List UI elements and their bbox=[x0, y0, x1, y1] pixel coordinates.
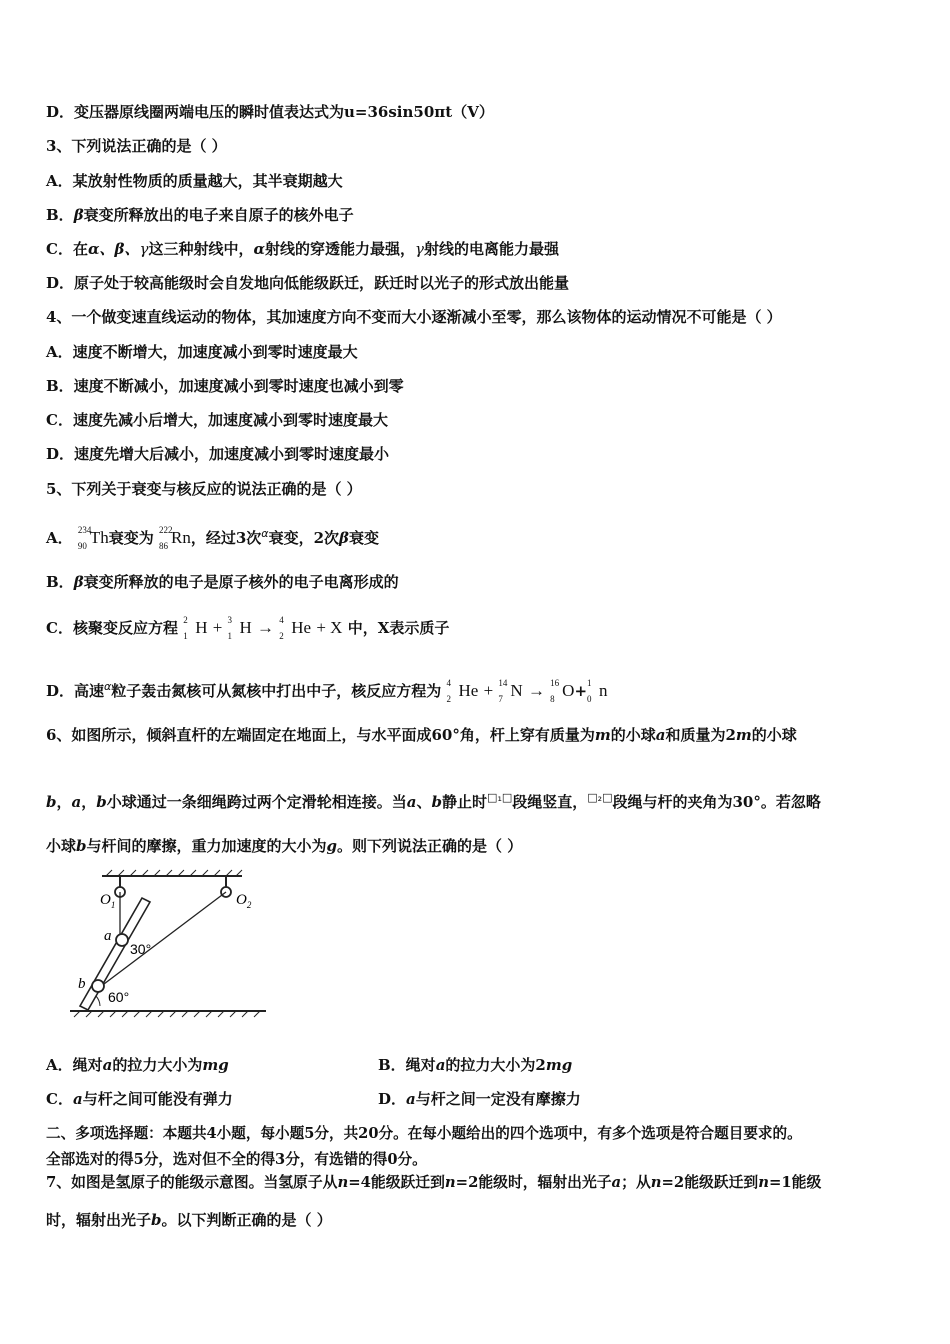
element: n bbox=[599, 681, 608, 700]
section2-instructions: 全部选对的得5分，选对但不全的得3分，有选错的得0分。 bbox=[46, 1151, 427, 1168]
var-a: a bbox=[655, 726, 666, 744]
atomic-number: 1 bbox=[183, 631, 188, 641]
alpha-symbol: α bbox=[253, 240, 265, 258]
q3-option-b bbox=[46, 205, 354, 225]
text: 时，辐射出光子 bbox=[46, 1211, 152, 1229]
text: C．在 bbox=[46, 240, 88, 258]
element: H bbox=[195, 618, 208, 637]
q6-option-c bbox=[46, 1089, 233, 1109]
atomic-number: 8 bbox=[550, 694, 555, 704]
q4-option-a: A．速度不断增大，加速度减小到零时速度最大 bbox=[46, 343, 358, 361]
atomic-number: 0 bbox=[587, 694, 592, 704]
text: 这三种射线中， bbox=[148, 240, 254, 258]
var-n: n bbox=[337, 1174, 349, 1191]
text: 小球通过一条细绳跨过两个定滑轮相连接。当 bbox=[106, 793, 407, 811]
text: 。则下列说法正确的是（ ） bbox=[337, 837, 523, 855]
text: 衰变 bbox=[348, 529, 379, 547]
text: ， bbox=[56, 793, 72, 811]
var-m: m bbox=[735, 726, 752, 744]
mass-number: 234 bbox=[77, 525, 92, 535]
beta-symbol: β bbox=[339, 529, 349, 547]
var-b: b bbox=[431, 793, 443, 811]
nuclide-he4 bbox=[279, 615, 312, 641]
text: =2能级跃迁到 bbox=[661, 1174, 759, 1191]
element: He bbox=[458, 681, 479, 700]
text: 静止时 bbox=[442, 793, 488, 811]
text: 射线的穿透能力最强， bbox=[265, 240, 416, 258]
q6-line2 bbox=[46, 788, 821, 812]
var-a: a bbox=[72, 1090, 83, 1108]
q3-option-c bbox=[46, 239, 559, 259]
mass-number: 1 bbox=[587, 678, 592, 688]
element: N bbox=[510, 681, 523, 700]
element: Rn bbox=[171, 528, 191, 547]
text: 小球 bbox=[46, 837, 77, 855]
nuclide-n14 bbox=[498, 678, 523, 704]
element: He bbox=[291, 618, 312, 637]
text: 和质量为2 bbox=[665, 726, 736, 744]
var-a: a bbox=[406, 793, 417, 811]
label-o2: $O_2$ bbox=[236, 892, 252, 910]
text: 7、如图是氢原子的能级示意图。当氢原子从 bbox=[46, 1174, 338, 1191]
q6-option-d bbox=[378, 1089, 581, 1109]
q5-option-a bbox=[46, 524, 379, 551]
text: =1能级 bbox=[768, 1174, 822, 1191]
alpha-symbol: α bbox=[104, 680, 112, 693]
var-b: b bbox=[151, 1211, 162, 1229]
mass-number: 14 bbox=[498, 678, 508, 688]
value: mg bbox=[202, 1056, 229, 1074]
beta-symbol: β bbox=[73, 206, 84, 224]
text: C．核聚变反应方程 bbox=[46, 619, 178, 637]
angle-60: 60° bbox=[108, 989, 130, 1005]
plus-sign: + bbox=[574, 682, 588, 700]
q5-option-c bbox=[46, 615, 450, 641]
atomic-number: 2 bbox=[279, 631, 284, 641]
text: D．高速 bbox=[46, 682, 105, 700]
atomic-number: 90 bbox=[77, 541, 87, 551]
text: 中，X表示质子 bbox=[347, 619, 450, 637]
var-a: a bbox=[611, 1174, 622, 1191]
atomic-number: 7 bbox=[498, 694, 503, 704]
x-term: + X bbox=[316, 618, 343, 637]
atomic-number: 2 bbox=[446, 694, 452, 704]
text: B． bbox=[46, 573, 74, 591]
o2-glyph: □₂□ bbox=[587, 791, 613, 804]
text: 的小球 bbox=[751, 726, 797, 744]
label-o1: $O_1$ bbox=[100, 892, 116, 910]
value: mg bbox=[545, 1056, 573, 1074]
var-n: n bbox=[758, 1174, 769, 1191]
q6-line1 bbox=[46, 725, 797, 745]
ball-b bbox=[92, 980, 104, 992]
text: 与杆间的摩擦，重力加速度的大小为 bbox=[86, 837, 327, 855]
q5-option-b bbox=[46, 572, 399, 592]
q3-option-a: A．某放射性物质的质量越大，其半衰期越大 bbox=[46, 172, 343, 190]
nuclide-o16 bbox=[550, 678, 575, 704]
text: 与杆之间一定没有摩擦力 bbox=[415, 1090, 581, 1108]
mass-number: 222 bbox=[159, 525, 173, 535]
q4-option-d: D．速度先增大后减小，加速度减小到零时速度最小 bbox=[46, 445, 390, 463]
element: O bbox=[562, 681, 575, 700]
angle-30: 30° bbox=[130, 941, 152, 957]
section2-heading: 二、多项选择题：本题共4小题，每小题5分，共20分。在每小题给出的四个选项中，有多个选项是符合题目要求的。 bbox=[46, 1125, 802, 1142]
text: B．绳对 bbox=[378, 1056, 436, 1074]
text: 射线的电离能力最强 bbox=[423, 240, 559, 258]
text: A． bbox=[46, 529, 73, 547]
var-n: n bbox=[650, 1174, 662, 1191]
text: 的小球 bbox=[610, 726, 656, 744]
text: A．绳对 bbox=[46, 1056, 103, 1074]
nuclide-th bbox=[77, 525, 109, 551]
label-a: a bbox=[104, 928, 112, 944]
q6-line3 bbox=[46, 836, 522, 856]
nuclide-h2 bbox=[183, 615, 208, 641]
var-a: a bbox=[102, 1056, 113, 1074]
text: 段绳竖直， bbox=[512, 793, 588, 811]
text: 衰变所释放出的电子来自原子的核外电子 bbox=[83, 206, 354, 224]
q7-line2 bbox=[46, 1210, 332, 1230]
var-b: b bbox=[96, 793, 107, 811]
text: ；从 bbox=[621, 1174, 651, 1191]
plus-sign: + bbox=[483, 681, 494, 700]
var-n: n bbox=[444, 1174, 456, 1191]
text: 、 bbox=[416, 793, 432, 811]
element: Th bbox=[89, 528, 109, 547]
ball-a bbox=[116, 934, 128, 946]
text: 衰变所释放的电子是原子核外的电子电离形成的 bbox=[83, 573, 399, 591]
text: =4能级跃迁到 bbox=[348, 1174, 445, 1191]
text: ，经过3次 bbox=[190, 529, 262, 547]
var-g: g bbox=[326, 837, 338, 855]
text: 衰变，2次 bbox=[268, 529, 339, 547]
q4-option-b: B．速度不断减小，加速度减小到零时速度也减小到零 bbox=[46, 377, 404, 395]
angle-arc bbox=[96, 996, 100, 1006]
q5-stem: 5、下列关于衰变与核反应的说法正确的是（ ） bbox=[46, 480, 362, 498]
text: D． bbox=[378, 1090, 407, 1108]
text: C． bbox=[46, 1090, 73, 1108]
mass-number: 3 bbox=[227, 615, 233, 625]
q5-option-d bbox=[46, 677, 608, 704]
var-a: a bbox=[406, 1090, 416, 1108]
nuclide-n1 bbox=[587, 678, 608, 704]
q4-option-c: C．速度先减小后增大，加速度减小到零时速度最大 bbox=[46, 411, 388, 429]
nuclide-h3 bbox=[227, 615, 252, 641]
q6-option-a bbox=[46, 1055, 229, 1075]
q3-stem: 3、下列说法正确的是（ ） bbox=[46, 137, 227, 155]
gamma-symbol: γ bbox=[415, 240, 424, 258]
q3-option-d: D．原子处于较高能级时会自发地向低能级跃迁，跃迁时以光子的形式放出能量 bbox=[46, 274, 570, 292]
gamma-symbol: γ bbox=[139, 240, 149, 258]
text: 段绳与杆的夹角为30°。若忽略 bbox=[612, 793, 821, 811]
mass-number: 2 bbox=[183, 615, 188, 625]
text: 6、如图所示，倾斜直杆的左端固定在地面上，与水平面成60°角，杆上穿有质量为 bbox=[46, 726, 595, 744]
arrow-icon: → bbox=[527, 681, 545, 700]
text: =2能级时，辐射出光子 bbox=[455, 1174, 612, 1191]
mass-number: 16 bbox=[550, 678, 560, 688]
rod-pulley-figure bbox=[66, 868, 276, 1018]
symbols: α、β、 bbox=[87, 240, 140, 258]
beta-symbol: β bbox=[73, 573, 84, 591]
nuclide-rn bbox=[159, 525, 191, 551]
element: H bbox=[239, 618, 252, 637]
mass-number: 4 bbox=[446, 678, 452, 688]
text: 的拉力大小为 bbox=[112, 1056, 203, 1074]
q2-option-d: D．变压器原线圈两端电压的瞬时值表达式为u=36sin50πt（V） bbox=[46, 103, 494, 121]
arrow-icon: → bbox=[257, 618, 275, 637]
atomic-number: 1 bbox=[227, 631, 233, 641]
var-b: b bbox=[76, 837, 87, 855]
label-b: b bbox=[78, 976, 86, 992]
mass-number: 4 bbox=[279, 615, 284, 625]
alpha-symbol: α bbox=[261, 527, 269, 540]
text: 与杆之间可能没有弹力 bbox=[82, 1090, 233, 1108]
text: 粒子轰击氮核可从氮核中打出中子，核反应方程为 bbox=[111, 682, 442, 700]
var-a: a bbox=[71, 793, 82, 811]
text: 。以下判断正确的是（ ） bbox=[161, 1211, 332, 1229]
text: 衰变为 bbox=[108, 529, 154, 547]
var-b: b bbox=[46, 793, 57, 811]
text: 的拉力大小为2 bbox=[445, 1056, 546, 1074]
var-a: a bbox=[435, 1056, 446, 1074]
q7-line1 bbox=[46, 1173, 821, 1193]
text: B． bbox=[46, 206, 74, 224]
o1-glyph: □₁□ bbox=[487, 791, 513, 804]
var-m: m bbox=[594, 726, 611, 744]
q4-stem: 4、一个做变速直线运动的物体，其加速度方向不变而大小逐渐减小至零，那么该物体的运动情况不可能是（ ） bbox=[46, 308, 782, 326]
plus-sign: + bbox=[212, 618, 223, 637]
q6-option-b bbox=[378, 1055, 572, 1075]
text: ， bbox=[81, 793, 97, 811]
nuclide-he bbox=[446, 678, 479, 704]
atomic-number: 86 bbox=[159, 541, 169, 551]
